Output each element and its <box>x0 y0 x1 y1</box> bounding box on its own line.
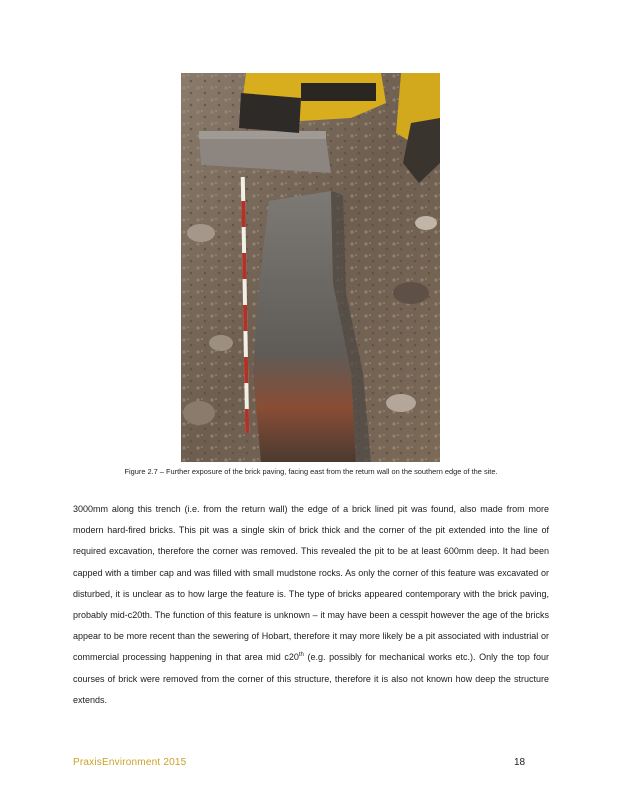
footer-year: 2015 <box>163 757 187 768</box>
body-superscript: th <box>298 652 304 659</box>
footer-brand-name: PraxisEnvironment <box>73 757 161 768</box>
figure-photo <box>181 73 440 462</box>
page-number: 18 <box>514 757 526 768</box>
body-text-part-1: 3000mm along this trench (i.e. from the return wall) the edge of a brick lined pit was found, also made from more modern hard-fired bricks. This pit was a single skin of brick thick and the corner of the pit extended into the line of required excavation, therefore the corner was removed. This revealed the pit to be at least 600mm deep. It had been capped with a timber cap and was filled with small mudstone rocks. As only the corner of this feature was excavated or disturbed, it is unclear as to how large the feature is. The type of bricks appeared contemporary with the brick paving, probably mid-c20th. The function of this feature is unknown – it may have been a cesspit however the age of the bricks appear to be more recent than the sewering of Hobart, therefore it may more likely be a pit associated with industrial or commercial processing happening in that area mid c20 <box>73 504 549 663</box>
body-paragraph <box>73 499 549 711</box>
body-text-part-2: (e.g. possibly for mechanical works etc.). Only the top four courses of brick were removed from the corner of this structure, therefore it is also not known how deep the structure extends. <box>73 652 549 705</box>
trench-photo-image <box>181 73 440 462</box>
footer-brand <box>73 757 186 768</box>
figure-caption: Figure 2.7 – Further exposure of the brick paving, facing east from the return wall on the southern edge of the site. <box>124 467 498 476</box>
